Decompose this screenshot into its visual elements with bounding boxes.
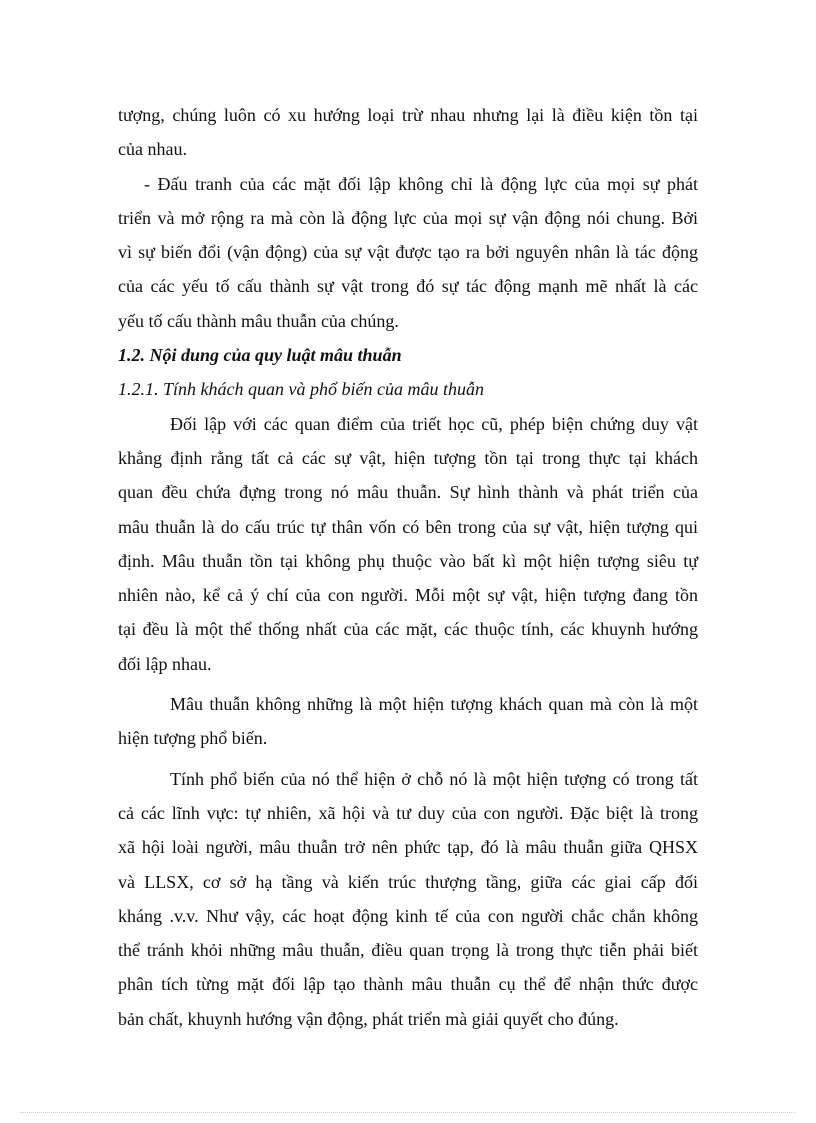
paragraph-line: bản chất, khuynh hướng vận động, phát triển mà giải quyết cho đúng.	[118, 1008, 619, 1029]
page-content	[118, 98, 698, 1036]
section-heading-1-2-1: 1.2.1. Tính khách quan và phổ biến của mâu thuẫn	[118, 379, 484, 400]
paragraph-line: vì sự biến đổi (vận động) của sự vật được tạo ra bởi nguyên nhân là tác động	[118, 242, 698, 263]
objectivity-paragraph	[118, 407, 698, 681]
paragraph-line: mâu thuẫn là do cấu trúc tự thân vốn có bên trong của sự vật, hiện tượng qui	[118, 516, 698, 537]
paragraph-line: định. Mâu thuẫn tồn tại không phụ thuộc vào bất kì một hiện tượng siêu tự	[118, 550, 698, 571]
paragraph-line: khẳng định rằng tất cả các sự vật, hiện tượng tồn tại trong thực tại khách	[118, 447, 698, 468]
paragraph-line: đối lập nhau.	[118, 653, 212, 674]
paragraph-line: kháng .v.v. Như vậy, các hoạt động kinh tế của con người chắc chắn không	[118, 905, 698, 926]
paragraph-line: thể tránh khỏi những mâu thuẫn, điều quan trọng là trong thực tiễn phải biết	[118, 940, 698, 961]
paragraph-line: cả các lĩnh vực: tự nhiên, xã hội và tư duy của con người. Đặc biệt là trong	[118, 802, 698, 823]
paragraph-line: phân tích từng mặt đối lập tạo thành mâu thuẫn cụ thể để nhận thức được	[118, 974, 698, 995]
section-heading-1-2: 1.2. Nội dung của quy luật mâu thuẫn	[118, 345, 402, 366]
paragraph-line: xã hội loài người, mâu thuẫn trở nên phức tạp, đó là mâu thuẫn giữa QHSX	[118, 837, 698, 858]
paragraph-line: Tính phổ biến của nó thể hiện ở chỗ nó là một hiện tượng có trong tất	[170, 768, 698, 789]
paragraph-line: của nhau.	[118, 139, 187, 160]
paragraph-line: Mâu thuẫn không những là một hiện tượng khách quan mà còn là một	[170, 694, 698, 715]
paragraph-line: - Đấu tranh của các mặt đối lập không chỉ là động lực của mọi sự phát	[144, 173, 698, 194]
struggle-paragraph	[118, 167, 698, 338]
paragraph-line: triển và mở rộng ra mà còn là động lực của mọi sự vận động nói chung. Bởi	[118, 207, 698, 228]
paragraph-line: Đối lập với các quan điểm của triết học cũ, phép biện chứng duy vật	[170, 413, 698, 434]
universality-detail-paragraph	[118, 762, 698, 1036]
paragraph-line: hiện tượng phổ biến.	[118, 728, 268, 749]
paragraph-line: và LLSX, cơ sở hạ tầng và kiến trúc thượng tầng, giữa các giai cấp đối	[118, 871, 698, 892]
paragraph-line: quan đều chứa đựng trong nó mâu thuẫn. Sự hình thành và phát triển của	[118, 482, 698, 503]
paragraph-line: nhiên nào, kể cả ý chí của con người. Mỗi một sự vật, hiện tượng đang tồn	[118, 585, 698, 606]
paragraph-line: tượng, chúng luôn có xu hướng loại trừ nhau nhưng lại là điều kiện tồn tại	[118, 105, 698, 125]
page-bottom-rule	[20, 1112, 796, 1113]
paragraph-line: tại đều là một thể thống nhất của các mặt, các thuộc tính, các khuynh hướng	[118, 619, 698, 640]
universal-paragraph	[118, 687, 698, 756]
paragraph-line: của các yếu tố cấu thành sự vật trong đó sự tác động mạnh mẽ nhất là các	[118, 276, 698, 297]
paragraph-line: yếu tố cấu thành mâu thuẫn của chúng.	[118, 310, 399, 331]
intro-paragraph	[118, 98, 698, 167]
